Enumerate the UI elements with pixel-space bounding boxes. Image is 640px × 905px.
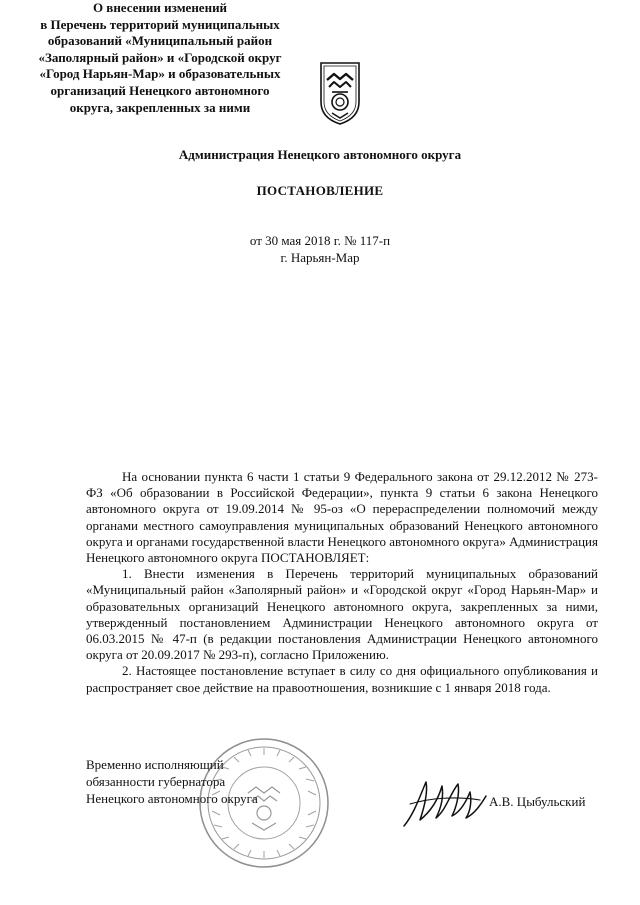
subject-line: «Заполярный район» и «Городской округ [38,49,282,65]
subject-line: образований «Муниципальный район [47,33,273,49]
body-paragraph-item-1: 1. Внести изменения в Перечень территорий муниципальных образований «Муниципальный район «Заполярный район» и «Городской округ «Город Нарьян-Мар» и образовательных организаций Ненецкого автономного округа, закрепленных за ними, утвержденный постановлением Администрации Ненецкого автономного округа от 06.03.2015 № 47-п (в редакции постановления Администрации Ненецкого автономного округа от 20.09.2017 № 293-п), согласно Приложению. [86,566,598,663]
body-paragraph-item-2: 2. Настоящее постановление вступает в силу со дня официального опубликования и распространяет свое действие на правоотношения, возникшие с 1 января 2018 года. [86,663,598,695]
document-type: ПОСТАНОВЛЕНИЕ [256,183,384,198]
signatory-position [86,756,258,807]
signatory-position-line: обязанности губернатора [86,774,226,789]
signatory-position-line: Временно исполняющий [86,757,224,772]
document-date-number: от 30 мая 2018 г. № 117-п [249,233,391,248]
organization-name: Администрация Ненецкого автономного округа [178,147,462,162]
document-city: г. Нарьян-Мар [280,250,360,265]
subject-line: в Перечень территорий муниципальных [40,16,280,32]
signatory-name: А.В. Цыбульский [489,794,586,809]
coat-of-arms-icon [318,60,362,126]
body-paragraph-preamble: На основании пункта 6 части 1 статьи 9 Федерального закона от 29.12.2012 № 273-ФЗ «Об образовании в Российской Федерации», пункта 9 статьи 6 закона Ненецкого автономного округа от 19.09.2014 № 95-оз «О перераспределении полномочий между органами местного самоуправления муниципальных образований Ненецкого автономного округа и органами государственной власти Ненецкого автономного округа» Администрация Ненецкого автономного округа ПОСТАНОВЛЯЕТ: [86,469,598,566]
subject-line: «Город Нарьян-Мар» и образовательных [39,66,281,82]
document-subject [0,0,320,116]
subject-line: О внесении изменений [92,0,228,15]
subject-line: округа, закрепленных за ними [69,99,251,115]
document-body [86,469,598,696]
subject-line: организаций Ненецкого автономного [50,82,270,98]
signatory-position-line: Ненецкого автономного округа [86,791,258,806]
handwritten-signature-icon [400,774,492,832]
